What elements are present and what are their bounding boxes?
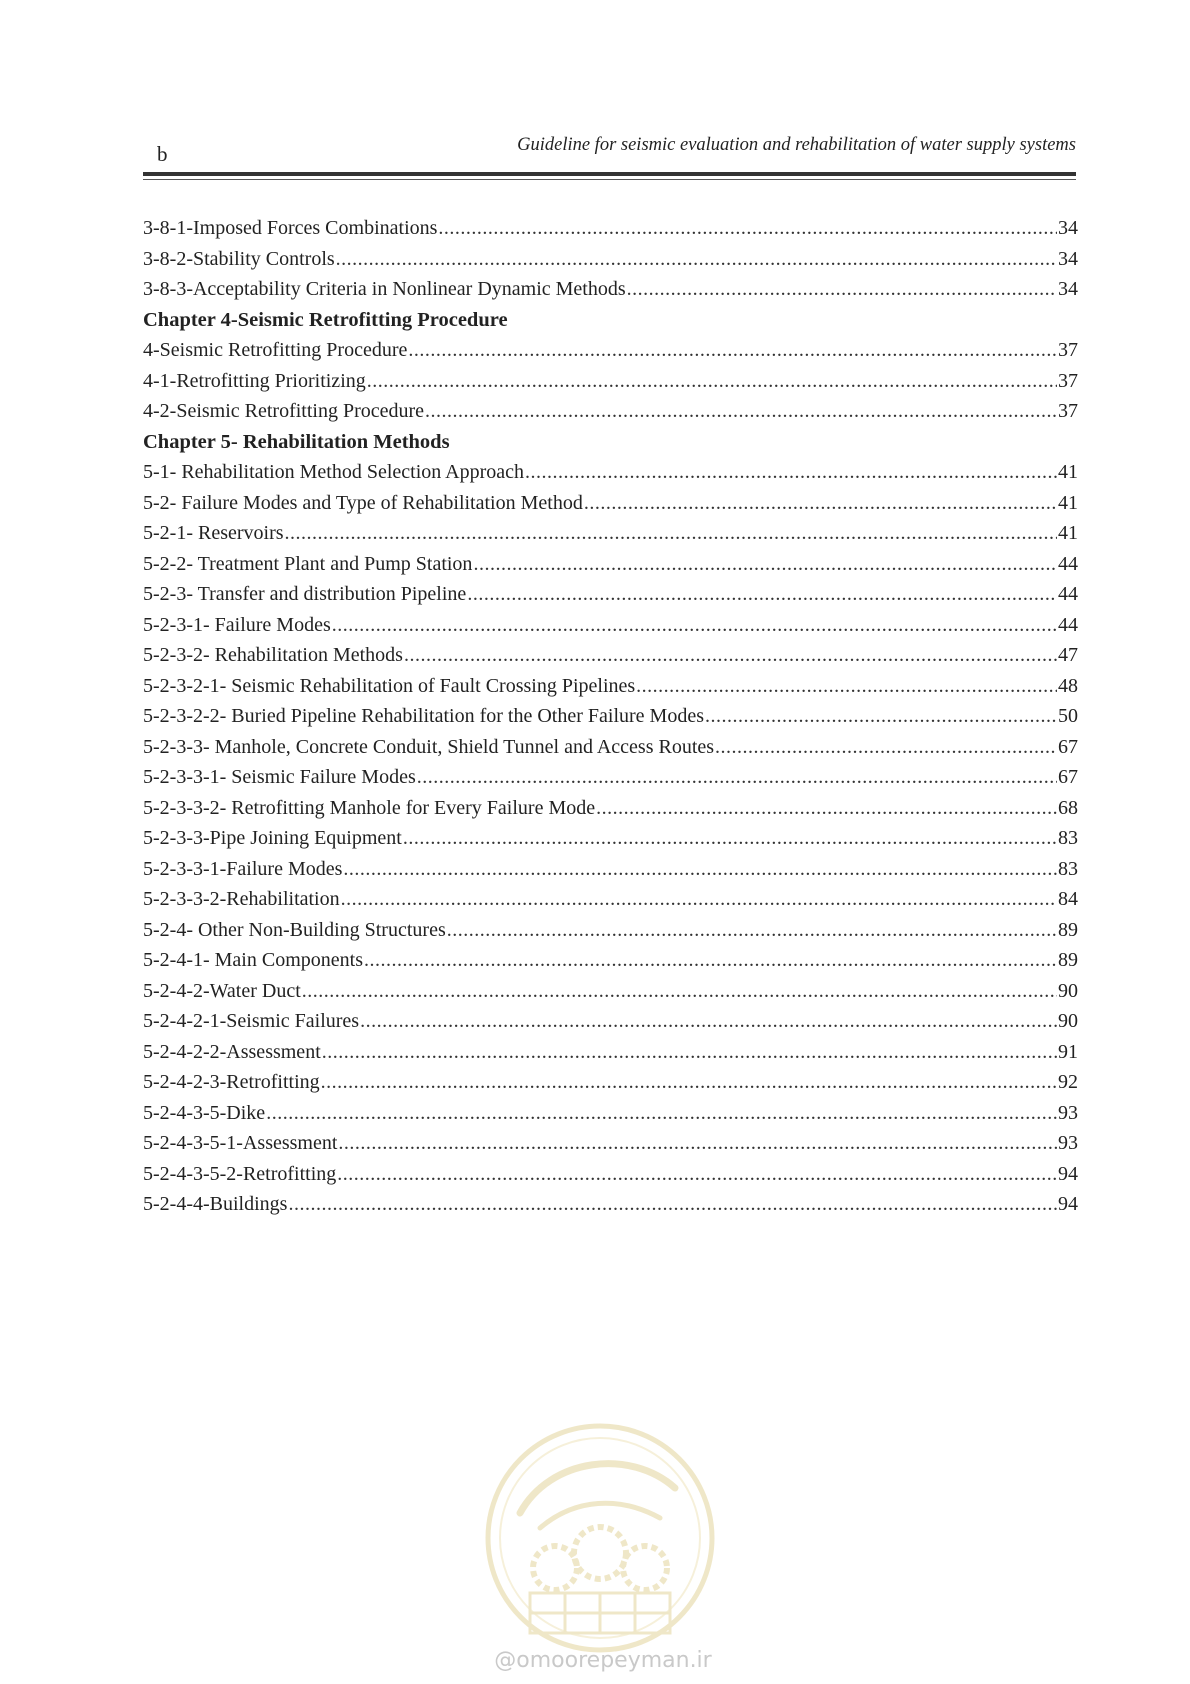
toc-entry [143, 1006, 1078, 1037]
toc-entry [143, 1159, 1078, 1190]
toc-entry-label: 3-8-2-Stability Controls [143, 247, 335, 270]
toc-entry-label: 5-2-2- Treatment Plant and Pump Station [143, 552, 473, 575]
header-rule-thin [143, 179, 1076, 180]
toc-page-number: 44 [1058, 552, 1078, 575]
toc-dot-leader [322, 1037, 1057, 1068]
toc-chapter-heading: Chapter 4-Seismic Retrofitting Procedure [143, 308, 508, 331]
toc-entry [143, 640, 1078, 671]
toc-entry [143, 823, 1078, 854]
toc-page-number: 44 [1058, 613, 1078, 636]
toc-entry-label: 5-2-3-1- Failure Modes [143, 613, 331, 636]
toc-entry [143, 1128, 1078, 1159]
toc-dot-leader [266, 1098, 1057, 1129]
toc-entry [143, 1098, 1078, 1129]
toc-entry [143, 549, 1078, 580]
toc-dot-leader [715, 732, 1057, 763]
toc-entry [143, 1189, 1078, 1220]
toc-dot-leader [364, 945, 1057, 976]
toc-entry [143, 366, 1078, 397]
toc-page-number: 89 [1058, 918, 1078, 941]
toc-entry-label: 5-1- Rehabilitation Method Selection Approach [143, 461, 525, 483]
toc-entry-label: 5-2-4-3-5-Dike [143, 1101, 266, 1124]
toc-page-number: 68 [1058, 796, 1078, 819]
toc-dot-leader [584, 488, 1057, 519]
toc-entry [143, 610, 1078, 641]
toc-entry-label: 5-2-3- Transfer and distribution Pipeline [143, 583, 467, 605]
toc-entry [143, 488, 1078, 519]
toc-entry-label: 5-2-3-3-1-Failure Modes [143, 857, 343, 880]
toc-page-number: 44 [1058, 583, 1078, 605]
table-of-contents [143, 213, 1078, 1220]
toc-entry-label: 5-2-3-3-1- Seismic Failure Modes [143, 766, 416, 788]
watermark-text: @omoorepeyman.ir [494, 1648, 712, 1673]
toc-dot-leader [525, 457, 1057, 488]
toc-dot-leader [288, 1189, 1057, 1220]
toc-entry-label: 5-2-3-3-Pipe Joining Equipment [143, 827, 402, 849]
toc-entry-label: 5-2-3-2-2- Buried Pipeline Rehabilitation for the Other Failure Modes [143, 705, 704, 727]
toc-page-number: 67 [1058, 735, 1078, 758]
toc-entry-label: 5-2-4- Other Non-Building Structures [143, 918, 446, 941]
toc-entry [143, 976, 1078, 1007]
toc-entry-label: 5-2-4-2-1-Seismic Failures [143, 1010, 360, 1032]
toc-dot-leader [343, 854, 1057, 885]
toc-entry [143, 701, 1078, 732]
toc-dot-leader [636, 671, 1057, 702]
toc-entry-label: 5-2-3-3-2-Rehabilitation [143, 888, 340, 910]
toc-page-number: 94 [1058, 1162, 1078, 1185]
toc-entry [143, 244, 1078, 275]
toc-dot-leader [403, 823, 1057, 854]
toc-entry [143, 854, 1078, 885]
toc-page-number: 34 [1058, 278, 1078, 300]
toc-entry [143, 762, 1078, 793]
toc-entry [143, 732, 1078, 763]
toc-entry-label: 5-2-4-4-Buildings [143, 1193, 288, 1215]
toc-dot-leader [404, 640, 1057, 671]
toc-entry-label: 5-2-4-3-5-2-Retrofitting [143, 1162, 337, 1185]
toc-entry [143, 579, 1078, 610]
toc-page-number: 67 [1058, 766, 1078, 788]
toc-page-number: 50 [1058, 705, 1078, 727]
toc-dot-leader [336, 244, 1057, 275]
toc-entry-label: 5-2-4-2-3-Retrofitting [143, 1071, 320, 1093]
toc-page-number: 83 [1058, 827, 1078, 849]
toc-page-number: 91 [1058, 1040, 1078, 1063]
toc-page-number: 92 [1058, 1071, 1078, 1093]
toc-entry-label: 4-2-Seismic Retrofitting Procedure [143, 400, 425, 422]
toc-entry [143, 457, 1078, 488]
toc-dot-leader [338, 1128, 1057, 1159]
toc-page-number: 37 [1058, 339, 1078, 361]
toc-page-number: 41 [1058, 461, 1078, 483]
toc-page-number: 34 [1058, 247, 1078, 270]
toc-dot-leader [447, 915, 1057, 946]
toc-entry [143, 335, 1078, 366]
toc-entry [143, 671, 1078, 702]
toc-entry-label: 5-2-3-2-1- Seismic Rehabilitation of Fault Crossing Pipelines [143, 674, 636, 697]
toc-page-number: 41 [1058, 522, 1078, 544]
page-letter: b [157, 142, 168, 166]
toc-page-number: 37 [1058, 400, 1078, 422]
running-header: Guideline for seismic evaluation and rehabilitation of water supply systems [517, 135, 1076, 155]
toc-page-number: 90 [1058, 1010, 1078, 1032]
toc-entry [143, 274, 1078, 305]
toc-entry [143, 1067, 1078, 1098]
toc-dot-leader [705, 701, 1057, 732]
toc-dot-leader [337, 1159, 1057, 1190]
toc-entry-label: 5-2-3-3- Manhole, Concrete Conduit, Shield Tunnel and Access Routes [143, 735, 715, 758]
toc-entry [143, 396, 1078, 427]
toc-entry-label: 5-2-1- Reservoirs [143, 522, 284, 544]
toc-page-number: 93 [1058, 1101, 1078, 1124]
toc-entry-label: 5-2-3-3-2- Retrofitting Manhole for Every Failure Mode [143, 796, 596, 819]
toc-entry-label: 5-2-4-3-5-1-Assessment [143, 1132, 338, 1154]
toc-page-number: 94 [1058, 1193, 1078, 1215]
header-rule [143, 172, 1076, 176]
toc-entry-label: 5-2- Failure Modes and Type of Rehabilitation Method [143, 491, 583, 514]
toc-dot-leader [473, 549, 1057, 580]
toc-entry-label: 3-8-1-Imposed Forces Combinations [143, 217, 438, 239]
toc-page-number: 34 [1058, 217, 1078, 239]
toc-dot-leader [360, 1006, 1057, 1037]
toc-page-number: 89 [1058, 949, 1078, 971]
toc-page-number: 83 [1058, 857, 1078, 880]
toc-page-number: 93 [1058, 1132, 1078, 1154]
toc-dot-leader [285, 518, 1057, 549]
toc-chapter-heading: Chapter 5- Rehabilitation Methods [143, 430, 450, 453]
toc-dot-leader [321, 1067, 1057, 1098]
toc-dot-leader [302, 976, 1057, 1007]
toc-entry-label: 5-2-3-2- Rehabilitation Methods [143, 644, 403, 666]
toc-dot-leader [417, 762, 1057, 793]
toc-entry-label: 5-2-4-1- Main Components [143, 949, 363, 971]
toc-entry-label: 4-1-Retrofitting Prioritizing [143, 369, 366, 392]
toc-page-number: 41 [1058, 491, 1078, 514]
toc-entry [143, 884, 1078, 915]
toc-dot-leader [425, 396, 1057, 427]
toc-entry [143, 793, 1078, 824]
toc-entry [143, 1037, 1078, 1068]
toc-page-number: 47 [1058, 644, 1078, 666]
toc-dot-leader [332, 610, 1057, 641]
toc-page-number: 90 [1058, 979, 1078, 1002]
toc-entry [143, 945, 1078, 976]
toc-entry [143, 213, 1078, 244]
toc-dot-leader [408, 335, 1057, 366]
toc-page-number: 37 [1058, 369, 1078, 392]
toc-entry-label: 3-8-3-Acceptability Criteria in Nonlinear Dynamic Methods [143, 278, 626, 300]
toc-dot-leader [367, 366, 1057, 397]
toc-entry-label: 5-2-4-2-Water Duct [143, 979, 301, 1002]
toc-entry-label: 5-2-4-2-2-Assessment [143, 1040, 321, 1063]
toc-dot-leader [341, 884, 1057, 915]
toc-dot-leader [467, 579, 1057, 610]
toc-page-number: 84 [1058, 888, 1078, 910]
toc-entry-label: 4-Seismic Retrofitting Procedure [143, 339, 408, 361]
seal-logo-icon [480, 1418, 720, 1658]
toc-dot-leader [596, 793, 1057, 824]
toc-dot-leader [627, 274, 1057, 305]
toc-entry [143, 915, 1078, 946]
toc-page-number: 48 [1058, 674, 1078, 697]
toc-dot-leader [438, 213, 1057, 244]
toc-entry [143, 518, 1078, 549]
